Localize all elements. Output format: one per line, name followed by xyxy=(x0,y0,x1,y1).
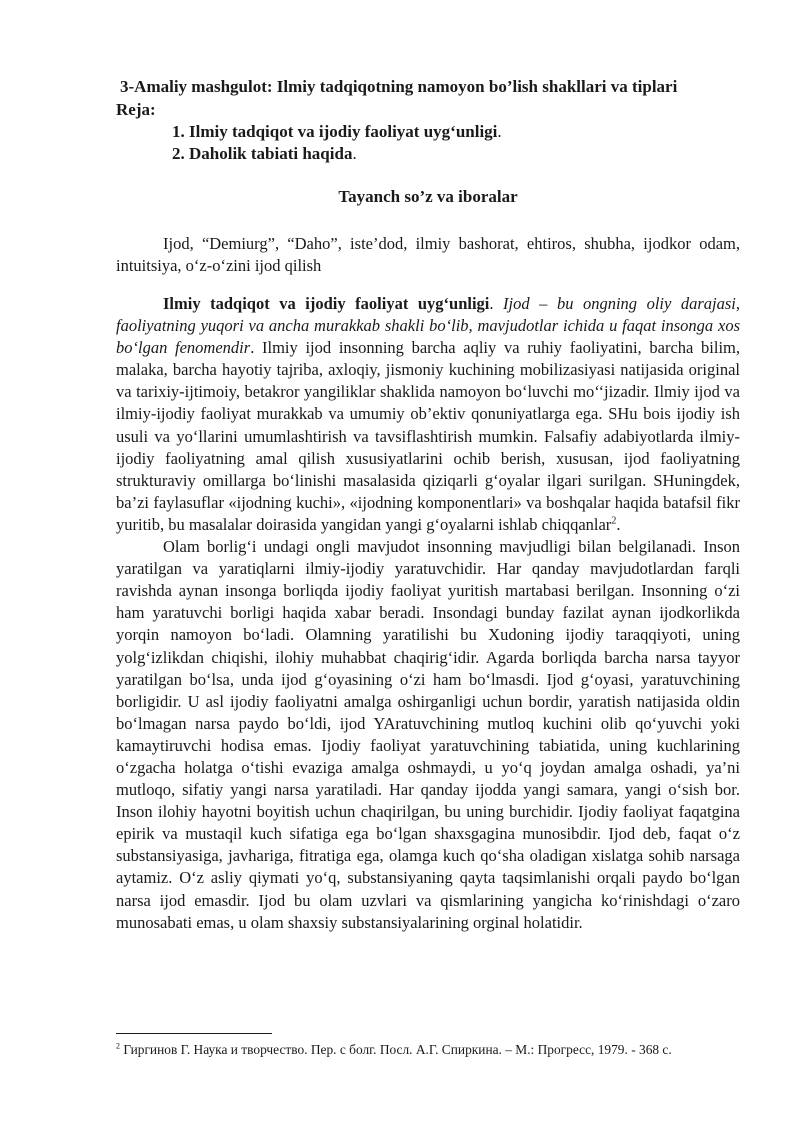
footnote: $^2$ Гиргинов Г. Наука и творчество. Пер. с болг. Посл. А.Г. Спиркина. – М.: Прогресс, 1979. - 368 с. xyxy=(116,1041,672,1057)
paragraph: Ilmiy tadqiqot va ijodiy faoliyat uyg‘unligi. Ijod – bu ongning oliy darajasi, faoliyatning yuqori va ancha murakkab shakli bo‘lib, mavjudotlar ichida u faqat insonga xos bo‘lgan fenomendir. Ilmiy ijod insonning barcha aqliy va ruhiy faoliyatini, barcha bilim, malaka, barcha hayotiy tajriba, axloqiy, jismoniy kuchining mobilizasiyasi natijasida original va tarixiy-ijtimoiy, betakror yangiliklar shaklida namoyon bo‘luvchi mo‘‘jizadir. Ilmiy ijod va ilmiy-ijodiy faoliyat murakkab va umumiy ob’ektiv qonuniyatlarga ega. SHu bois ijodiy ish usuli va yo‘llarini umumlashtirish va tavsiflashtirish mumkin. Falsafiy adabiyotlarda ilmiy-ijodiy faoliyatning amal qilish xususiyatlarini ochib berish, xususan, ijod faoliyatning strukturaviy omillarga bo‘linishi masalasida qiziqarli g‘oyalar ilgari surilgan. SHuningdek, ba’zi faylasuflar «ijodning kuchi», «ijodning komponentlari» va boshqalar haqida batafsil fikr yuritib, bu masalalar doirasida yangidan yangi g‘oyalarni ishlab chiqqanlar$^2$. xyxy=(116,294,741,534)
plan-label: Reja: xyxy=(116,100,156,119)
page-title: 3-Amaliy mashgulot: Ilmiy tadqiqotning namoyon bo’lish shakllari va tiplari xyxy=(120,77,678,96)
plan-item: 1. Ilmiy tadqiqot va ijodiy faoliyat uyg‘unligi. xyxy=(172,122,502,141)
paragraph: Olam borlig‘i undagi ongli mavjudot insonning mavjudligi bilan belgilanadi. Inson yaratilgan va yaratiqlarni ilmiy-ijodiy yaratuvchidir. Har qanday mavjudotlardan farqli ravishda aynan insonga borliqda ijodiy faoliyat yuritish martabasi berilgan. Insonning o‘zi ham yaratuvchi borligi haqida xabar beradi. Insondagi bunday fazilat aynan ijodkorlikda yorqin namoyon bo‘ladi. Olamning yaratilishi bu Xudoning ijodiy taraqqiyoti, uning yolg‘izlikdan chiqishi, ilohiy muhabbat chaqirig‘idir. Agarda borliqda barcha narsa tayyor yaratilgan bo‘lsa, unda ijod g‘oyasining o‘zi ham bo‘lmasdi. Ijod g‘oyasi, yaratuvchining borligidir. U asl ijodiy faoliyatni amalga oshirganligi uchun bordir, yaratish natijasida oldin bo‘lmagan narsa paydo bo‘ldi, ijod YAratuvchining mutloq kuchini olib qo‘yuvchi yoki kamaytiruvchi hodisa emas. Ijodiy faoliyat yaratuvchining tabiatida, uning kuchlarining o‘zgacha holatga o‘tishi evaziga amalga oshmaydi, u yo‘q joydan amalga oshadi, ya’ni mutloqo, sifatiy yangi narsa yaratiladi. Har qanday ijodda yangi samara, yangi o‘sish bor. Inson ilohiy hayotni boyitish uchun chaqirilgan, bu uning burchidir. Ijodiy faoliyat faqatgina epirik va mustaqil kuch sifatiga ega bo‘lgan shaxsgagina munosibdir. Ijod deb, faqat o‘z substansiyasiga, javhariga, fitratiga ega, olamga kuch qo‘sha oladigan xislatga sohib narsaga aytamiz. O‘z asliy qiymati yo‘q, substansiyaning qayta taqsimlanishi orqali paydo bo‘lgan narsa ijod emasdir. Ijod bu olam uzvlari va qismlarining yangicha ko‘rinishdagi o‘zaro munosabati emas, u olam shaxsiy substansiyalarining orginal holatidir. xyxy=(116,537,740,932)
keywords-heading: Tayanch so’z va iboralar xyxy=(338,187,518,206)
footnote-ref: 2 xyxy=(611,515,617,527)
plan-item: 2. Daholik tabiati haqida. xyxy=(172,144,357,163)
keywords-text: Ijod, “Demiurg”, “Daho”, iste’dod, ilmiy bashorat, ehtiros, shubha, ijodkor odam, intuitsiya, o‘z-o‘zini ijod qilish xyxy=(116,234,740,275)
footnote-divider xyxy=(116,1033,272,1034)
main-text xyxy=(116,293,740,934)
plan-list xyxy=(172,121,502,165)
